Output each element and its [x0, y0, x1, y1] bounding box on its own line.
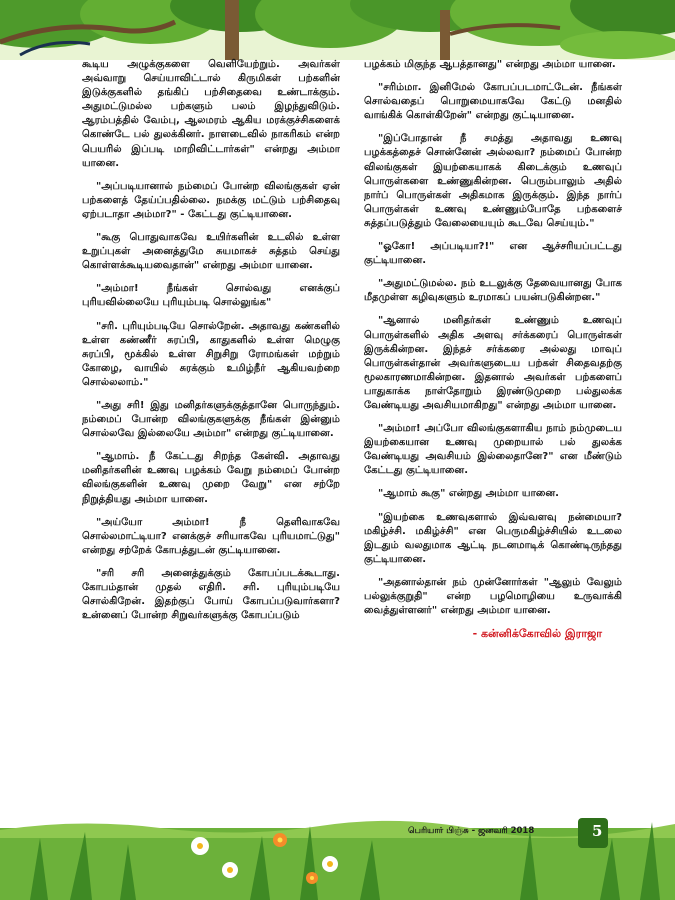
paragraph: "அது சரி! இது மனிதர்களுக்குத்தானே பொருந்தும். நம்மைப் போன்ற விலங்குகளுக்கு நீங்கள் இன்னும் சொல்லவே இல்லையே அம்மா" என்றது குட்டியானை. — [82, 399, 340, 440]
page-number: 5 — [592, 822, 603, 840]
paragraph: "அம்மா! அப்போ விலங்குகளாகிய நாம் நம்முடைய இயற்கையான உணவு முறையால் பல் துலக்க வேண்டியது அவசியம் இல்லைதானே?" என மீண்டும் கேட்டது குட்டியானை. — [364, 423, 622, 477]
paragraph: "சரி. புரியும்படியே சொல்றேன். அதாவது கண்களில் உள்ள கண்ணீர் சுரப்பி, காதுகளில் உள்ள மெழுகு சுரப்பி, மூக்கில் உள்ள சிறுசிறு ரோமங்கள் மற்றும் கோழை, வாயில் சுரக்கும் உமிழ்நீர் ஆகியவற்றை சொல்லலாம்." — [82, 320, 340, 388]
paragraph: "இயற்கை உணவுகளால் இவ்வளவு நன்மையா? மகிழ்ச்சி. மகிழ்ச்சி" என பெருமகிழ்ச்சியில் உடலை இடதும் வலதுமாக ஆட்டி நடனமாடிக் கொண்டிருந்தது குட்டியானை. — [364, 511, 622, 565]
bottom-banner — [0, 818, 675, 900]
author-byline: - கன்னிக்கோவில் இராஜா — [472, 627, 602, 641]
column-right — [364, 58, 622, 818]
tree-illustration — [0, 0, 675, 60]
paragraph: "ஓகோ! அப்படியா?!" என ஆச்சரியப்பட்டது குட்டியானை. — [364, 241, 622, 267]
paragraph: "அம்மா! நீங்கள் சொல்வது எனக்குப் புரியவில்லையே புரியும்படி சொல்லுங்க" — [82, 283, 340, 309]
paragraph: "கூகு பொதுவாகவே உயிர்களின் உடலில் உள்ள உறுப்புகள் அனைத்துமே சுயமாகச் சுத்தம் செய்து கொள்ளக்கூடியவைதான்" என்றது அம்மா யானை. — [82, 232, 340, 272]
paragraph: "சரி சரி அனைத்துக்கும் கோபப்படக்கூடாது. கோபம்தான் முதல் எதிரி. சரி. புரியும்படியே சொல்கிறேன். இதற்குப் போய் கோபப்படுவார்களா? உன்னைப் போன்ற சிறுவர்களுக்கு கோபப்படும் — [82, 567, 340, 622]
paragraph: "அதுமட்டுமல்ல. நம் உடலுக்கு தேவையானது போக மீதமுள்ள கழிவுகளும் உரமாகப் பயன்படுகின்றன." — [364, 278, 622, 304]
column-left — [82, 58, 340, 818]
paragraph: "அய்யோ அம்மா! நீ தெளிவாகவே சொல்லமாட்டியா? எனக்குச் சரியாகவே புரியமாட்டுது" என்றது சற்றேக் கோபத்துடன் குட்டியானை. — [82, 516, 340, 556]
paragraph: "ஆமாம் கூகு" என்றது அம்மா யானை. — [378, 488, 560, 500]
paragraph: "ஆமாம். நீ கேட்டது சிறந்த கேள்வி. அதாவது மனிதர்களின் உணவு பழக்கம் வேறு நம்மைப் போன்ற விலங்குகளின் உணவு முறை வேறு" என சற்றே நிறுத்தியது அம்மா யானை. — [82, 451, 340, 505]
grass-illustration — [0, 818, 675, 900]
paragraph: பழக்கம் மிகுந்த ஆபத்தானது" என்றது அம்மா யானை. — [364, 59, 616, 70]
article-body — [82, 58, 622, 818]
paragraph: "அப்படியானால் நம்மைப் போன்ற விலங்குகள் ஏன் பற்களைத் தேய்ப்பதில்லை. நமக்கு மட்டும் பற்சிதைவு ஏற்படாதா அம்மா?" - கேட்டது குட்டியானை. — [82, 180, 340, 220]
footer-magazine-name: பெரியார் பிஞ்சு - ஜனவரி 2018 — [408, 826, 535, 836]
paragraph: "இப்போதான் நீ சமத்து அதாவது உணவு பழக்கத்தைச் சொன்னேன் அல்லவா? நம்மைப் போன்ற விலங்குகள் இயற்கையாகக் கிடைக்கும் உணவுப் பொருள்களை உண்ணுகின்றன. பெரும்பாலும் அதில் நார்ப் பொருள்கள் அதிகமாக இருக்கும். இந்த நார்ப் பொருள்கள் உணவு உண்ணும்போதே பற்களைச் சுத்தப்படுத்தும் வேலையையும் கூடவே செய்யும்." — [364, 133, 622, 229]
paragraph: "ஆனால் மனிதர்கள் உண்ணும் உணவுப் பொருள்களில் அதிக அளவு சர்க்கரைப் பொருள்கள் இருக்கின்றன. இந்தச் சர்க்கரை அல்லது மாவுப் பொருள்கள்தான் அவர்களுடைய பற்கள் சிதைவதற்கு மூலகாரணமாகின்றன. இதனால் அவர்கள் பற்களைப் பாதுகாக்க நாள்தோறும் இரண்டுமுறை பல்துலக்க வேண்டியது அவசியமாகிறது" என்றது அம்மா யானை. — [364, 315, 622, 411]
paragraph: கூடிய அழுக்குகளை வெளியேற்றும். அவர்கள் அவ்வாறு செய்யாவிட்டால் கிருமிகள் பற்களின் இடுக்குகளில் தங்கிப் பற்சிதைவை உண்டாக்கும். அதுமட்டுமல்ல பற்களும் பலம் இழந்துவிடும். ஆரம்பத்தில் வேம்பு, ஆலமரம் ஆகிய மரக்குச்சிகளைக் கொண்டே பல் துலக்கினர். நாளடைவில் நாகரிகம் என்ற பெயரில் இப்படி மாறிவிட்டார்கள்" என்றது அம்மா யானை. — [82, 59, 340, 169]
top-banner — [0, 0, 675, 60]
paragraph: "சரிம்மா. இனிமேல் கோபப்படமாட்டேன். நீங்கள் சொல்வதைப் பொறுமையாகவே கேட்டு மனதில் வாங்கிக் கொள்கிறேன்" என்றது குட்டியானை. — [364, 82, 622, 122]
paragraph: "அதனால்தான் நம் முன்னோர்கள் "ஆலும் வேலும் பல்லுக்குறுதி" என்ற பழமொழியை உருவாக்கி வைத்துள்ளனர்" என்றது அம்மா யானை. — [364, 576, 622, 617]
